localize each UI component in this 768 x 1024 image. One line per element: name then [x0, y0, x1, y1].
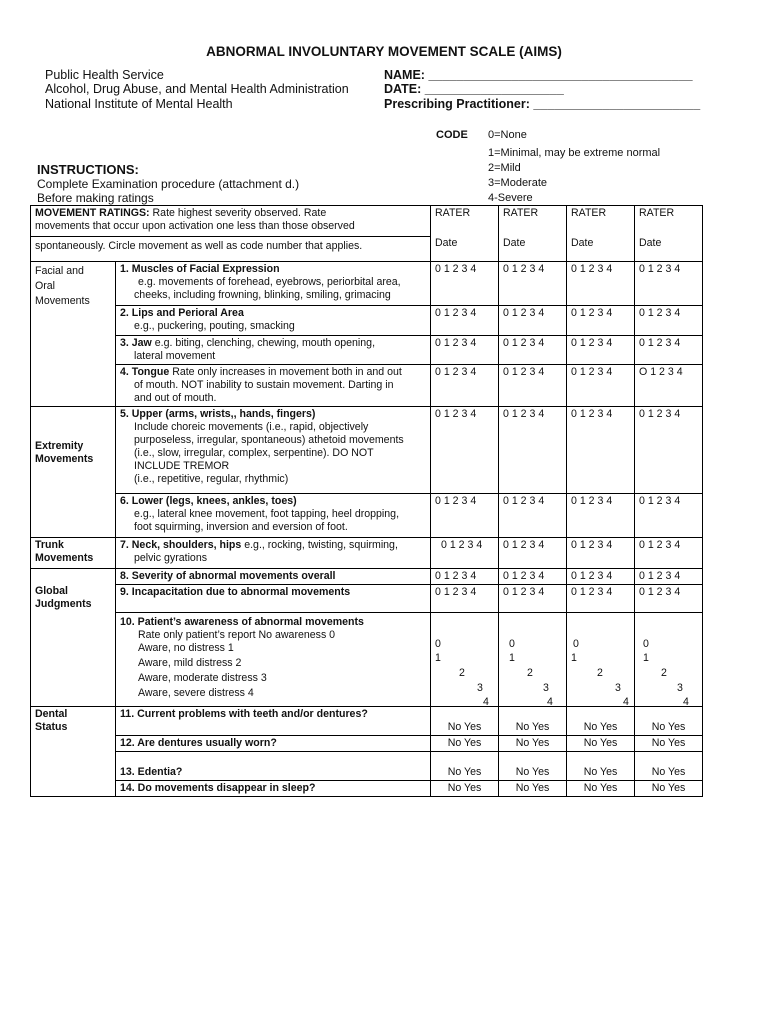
item-desc: e.g., puckering, pouting, smacking	[134, 320, 295, 332]
score-options[interactable]: 0 1 2 3 4	[567, 262, 635, 306]
item-desc: (i.e., repetitive, regular, rhythmic)	[134, 473, 289, 485]
category-text: Dental	[35, 708, 68, 720]
category-text: Extremity	[35, 439, 84, 452]
item-desc: (i.e., slow, irregular, complex, serpentine). DO NOT	[134, 447, 374, 459]
awareness-options[interactable]	[431, 613, 499, 707]
item-title: 4. Tongue	[120, 366, 170, 378]
score-options[interactable]: 0 1 2 3 4	[431, 569, 499, 585]
category-text: Facial and	[35, 265, 84, 277]
no-yes-options[interactable]: No Yes	[635, 736, 703, 752]
category-text: Movements	[35, 552, 94, 564]
awareness-value[interactable]: 0	[509, 638, 515, 650]
item-dentures-worn: 12. Are dentures usually worn?	[116, 736, 431, 752]
category-text: Status	[35, 721, 68, 733]
score-options[interactable]: 0 1 2 3 4	[431, 262, 499, 306]
score-options[interactable]: 0 1 2 3 4	[567, 569, 635, 585]
item-row	[31, 494, 703, 538]
awareness-options[interactable]	[567, 613, 635, 707]
code-item: 0=None	[488, 129, 527, 141]
score-options[interactable]: 0 1 2 3 4	[567, 407, 635, 494]
ratings-instructions-cell	[31, 206, 431, 262]
item-title: 2. Lips and Perioral Area	[120, 307, 244, 319]
score-options[interactable]: O 1 2 3 4	[635, 365, 703, 407]
score-options[interactable]: 0 1 2 3 4	[431, 585, 499, 613]
no-yes-options[interactable]: No Yes	[431, 781, 499, 797]
score-options[interactable]: 0 1 2 3 4	[567, 306, 635, 336]
item-desc: Rate only patient’s report No awareness 0	[138, 629, 336, 641]
score-options[interactable]: 0 1 2 3 4	[499, 585, 567, 613]
date-label[interactable]: Date	[435, 237, 458, 249]
aims-rating-table	[30, 205, 703, 797]
score-options[interactable]: 0 1 2 3 4	[431, 407, 499, 494]
awareness-value[interactable]: 1	[509, 652, 515, 664]
awareness-options[interactable]	[499, 613, 567, 707]
no-yes-options[interactable]: No Yes	[431, 707, 499, 736]
awareness-value[interactable]: 4	[547, 696, 553, 707]
category-facial	[31, 262, 116, 407]
item-desc: Include choreic movements (i.e., rapid, objectively	[134, 421, 369, 433]
item-row	[31, 407, 703, 494]
code-item: 1=Minimal, may be extreme normal	[488, 147, 661, 159]
rater-column-header	[499, 206, 567, 262]
rater-label: RATER	[639, 207, 675, 219]
awareness-value[interactable]: 4	[483, 696, 489, 707]
awareness-options[interactable]	[635, 613, 703, 707]
awareness-value[interactable]: 3	[677, 682, 683, 694]
awareness-value[interactable]: 3	[615, 682, 621, 694]
item-row	[31, 752, 703, 781]
item-incapacitation: 9. Incapacitation due to abnormal movements	[116, 585, 431, 613]
score-options[interactable]: 0 1 2 3 4	[635, 569, 703, 585]
no-yes-options[interactable]: No Yes	[635, 781, 703, 797]
code-label: CODE	[436, 129, 468, 141]
item-desc: cheeks, including frowning, blinking, smiling, grimacing	[134, 289, 391, 301]
category-text: Global	[35, 585, 68, 597]
awareness-value[interactable]: 2	[527, 667, 533, 679]
item-lower-extremity	[116, 494, 431, 538]
date-field[interactable]: DATE: ____________________	[384, 82, 564, 96]
item-desc: and out of mouth.	[134, 392, 217, 404]
item-row	[31, 306, 703, 336]
item-desc: foot squirming, inversion and eversion of foot.	[134, 521, 348, 533]
item-severity-overall: 8. Severity of abnormal movements overall	[116, 569, 431, 585]
score-options[interactable]: 0 1 2 3 4	[499, 336, 567, 365]
score-options[interactable]: 0 1 2 3 4	[499, 569, 567, 585]
category-trunk	[31, 538, 116, 569]
score-options[interactable]: 0 1 2 3 4	[431, 336, 499, 365]
instructions-line: Before making ratings	[37, 191, 154, 205]
no-yes-options[interactable]: No Yes	[567, 781, 635, 797]
item-desc: INCLUDE TREMOR	[134, 460, 230, 472]
item-title: 10. Patient’s awareness of abnormal movements	[120, 616, 364, 628]
ratings-header-row	[31, 206, 703, 262]
awareness-value[interactable]: 1	[643, 652, 649, 664]
category-extremity	[31, 407, 116, 538]
rater-column-header	[567, 206, 635, 262]
score-options[interactable]: 0 1 2 3 4	[499, 306, 567, 336]
item-desc: e.g., lateral knee movement, foot tapping, heel dropping,	[134, 508, 400, 520]
date-label[interactable]: Date	[639, 237, 662, 249]
score-options[interactable]: 0 1 2 3 4	[567, 585, 635, 613]
category-text: Judgments	[35, 598, 92, 610]
item-jaw	[116, 336, 431, 365]
instructions-line: Complete Examination procedure (attachment d.)	[37, 177, 300, 191]
no-yes-options[interactable]: No Yes	[499, 707, 567, 736]
score-options[interactable]: 0 1 2 3 4	[431, 365, 499, 407]
item-desc: of mouth. NOT inability to sustain movement. Darting in	[134, 379, 394, 391]
category-dental	[31, 707, 116, 797]
agency-line: Alcohol, Drug Abuse, and Mental Health Administration	[45, 82, 349, 96]
category-text: Trunk	[35, 539, 64, 551]
category-text: Movements	[35, 452, 94, 465]
item-neck-shoulders-hips	[116, 538, 431, 569]
ratings-text: spontaneously. Circle movement as well as code number that applies.	[31, 236, 430, 253]
item-upper-extremity	[116, 407, 431, 494]
score-options[interactable]: 0 1 2 3 4	[431, 538, 499, 569]
no-yes-options[interactable]: No Yes	[635, 752, 703, 781]
no-yes-options[interactable]: No Yes	[635, 707, 703, 736]
no-yes-options[interactable]: No Yes	[499, 736, 567, 752]
no-yes-options[interactable]: No Yes	[567, 752, 635, 781]
awareness-value[interactable]: 2	[459, 667, 465, 679]
item-title: 1. Muscles of Facial Expression	[120, 263, 280, 275]
score-options[interactable]: 0 1 2 3 4	[635, 538, 703, 569]
awareness-value[interactable]: 0	[643, 638, 649, 650]
item-patient-awareness	[116, 613, 431, 707]
item-title: 3. Jaw	[120, 337, 152, 349]
awareness-value[interactable]: 3	[477, 682, 483, 694]
awareness-value[interactable]: 4	[623, 696, 629, 707]
date-label[interactable]: Date	[503, 237, 526, 249]
item-desc: e.g., rocking, twisting, squirming,	[241, 539, 398, 551]
score-options[interactable]: 0 1 2 3 4	[567, 336, 635, 365]
item-desc: pelvic gyrations	[134, 552, 208, 564]
ratings-text: movements that occur upon activation one less than those observed	[35, 220, 355, 232]
code-item: 2=Mild	[488, 162, 521, 174]
rater-column-header	[635, 206, 703, 262]
no-yes-options[interactable]: No Yes	[567, 707, 635, 736]
item-desc: e.g. biting, clenching, chewing, mouth opening,	[151, 337, 376, 349]
score-options[interactable]: 0 1 2 3 4	[499, 365, 567, 407]
awareness-value[interactable]: 0	[435, 638, 441, 650]
awareness-value[interactable]: 4	[683, 696, 689, 707]
item-title: 6. Lower (legs, knees, ankles, toes)	[120, 495, 297, 507]
item-row	[31, 613, 703, 707]
score-options[interactable]: 0 1 2 3 4	[567, 365, 635, 407]
rater-label: RATER	[571, 207, 607, 219]
ratings-text: Rate highest severity observed. Rate	[149, 207, 327, 219]
item-row	[31, 538, 703, 569]
awareness-value[interactable]: 1	[571, 652, 577, 664]
score-options[interactable]: 0 1 2 3 4	[567, 494, 635, 538]
score-options[interactable]: 0 1 2 3 4	[499, 538, 567, 569]
awareness-value[interactable]: 2	[661, 667, 667, 679]
item-desc: Aware, mild distress 2	[138, 657, 242, 669]
score-options[interactable]: 0 1 2 3 4	[635, 494, 703, 538]
item-desc: e.g. movements of forehead, eyebrows, periorbital area,	[138, 276, 401, 288]
item-desc: purposeless, irregular, spontaneous) athetoid movements	[134, 434, 404, 446]
item-desc: lateral movement	[134, 350, 216, 362]
item-lips-perioral	[116, 306, 431, 336]
awareness-value[interactable]: 2	[597, 667, 603, 679]
item-tongue	[116, 365, 431, 407]
awareness-value[interactable]: 0	[573, 638, 579, 650]
category-text: Movements	[35, 295, 90, 307]
item-muscles-facial-expression	[116, 262, 431, 306]
item-title: 5. Upper (arms, wrists,, hands, fingers)	[120, 408, 316, 420]
agency-line: National Institute of Mental Health	[45, 97, 233, 111]
rater-label: RATER	[435, 207, 471, 219]
page-title: ABNORMAL INVOLUNTARY MOVEMENT SCALE (AIMS)	[206, 44, 562, 59]
category-global	[31, 569, 116, 707]
score-options[interactable]: 0 1 2 3 4	[567, 538, 635, 569]
item-row	[31, 262, 703, 306]
rater-column-header	[431, 206, 499, 262]
awareness-value[interactable]: 1	[435, 652, 441, 664]
score-options[interactable]: 0 1 2 3 4	[499, 494, 567, 538]
instructions-heading: INSTRUCTIONS:	[37, 162, 139, 177]
rater-label: RATER	[503, 207, 539, 219]
ratings-label: MOVEMENT RATINGS:	[35, 207, 150, 219]
no-yes-options[interactable]: No Yes	[499, 781, 567, 797]
agency-line: Public Health Service	[45, 68, 164, 82]
no-yes-options[interactable]: No Yes	[499, 752, 567, 781]
practitioner-field[interactable]: Prescribing Practitioner: ________________________	[384, 97, 701, 111]
score-options[interactable]: 0 1 2 3 4	[635, 336, 703, 365]
item-desc: Rate only increases in movement both in and out	[169, 366, 402, 378]
item-desc: Aware, no distress 1	[138, 642, 234, 654]
item-teeth-problems: 11. Current problems with teeth and/or dentures?	[116, 707, 431, 736]
score-options[interactable]: 0 1 2 3 4	[635, 262, 703, 306]
score-options[interactable]: 0 1 2 3 4	[635, 306, 703, 336]
score-options[interactable]: 0 1 2 3 4	[499, 407, 567, 494]
score-options[interactable]: 0 1 2 3 4	[431, 306, 499, 336]
item-row	[31, 569, 703, 585]
item-desc: Aware, severe distress 4	[138, 687, 254, 699]
item-disappear-sleep: 14. Do movements disappear in sleep?	[116, 781, 431, 797]
name-field[interactable]: NAME: ______________________________________	[384, 68, 693, 82]
score-options[interactable]: 0 1 2 3 4	[499, 262, 567, 306]
code-item: 3=Moderate	[488, 177, 548, 189]
no-yes-options[interactable]: No Yes	[567, 736, 635, 752]
item-row	[31, 707, 703, 736]
score-options[interactable]: 0 1 2 3 4	[635, 585, 703, 613]
item-row	[31, 585, 703, 613]
code-item: 4-Severe	[488, 192, 533, 204]
no-yes-options[interactable]: No Yes	[431, 736, 499, 752]
score-options[interactable]: 0 1 2 3 4	[431, 494, 499, 538]
item-desc: Aware, moderate distress 3	[138, 672, 267, 684]
item-row	[31, 336, 703, 365]
category-text: Oral	[35, 280, 56, 292]
awareness-value[interactable]: 3	[543, 682, 549, 694]
date-label[interactable]: Date	[571, 237, 594, 249]
item-row	[31, 781, 703, 797]
item-title: 7. Neck, shoulders, hips	[120, 539, 242, 551]
item-edentia: 13. Edentia?	[116, 752, 431, 781]
item-row	[31, 365, 703, 407]
no-yes-options[interactable]: No Yes	[431, 752, 499, 781]
score-options[interactable]: 0 1 2 3 4	[635, 407, 703, 494]
item-row	[31, 736, 703, 752]
